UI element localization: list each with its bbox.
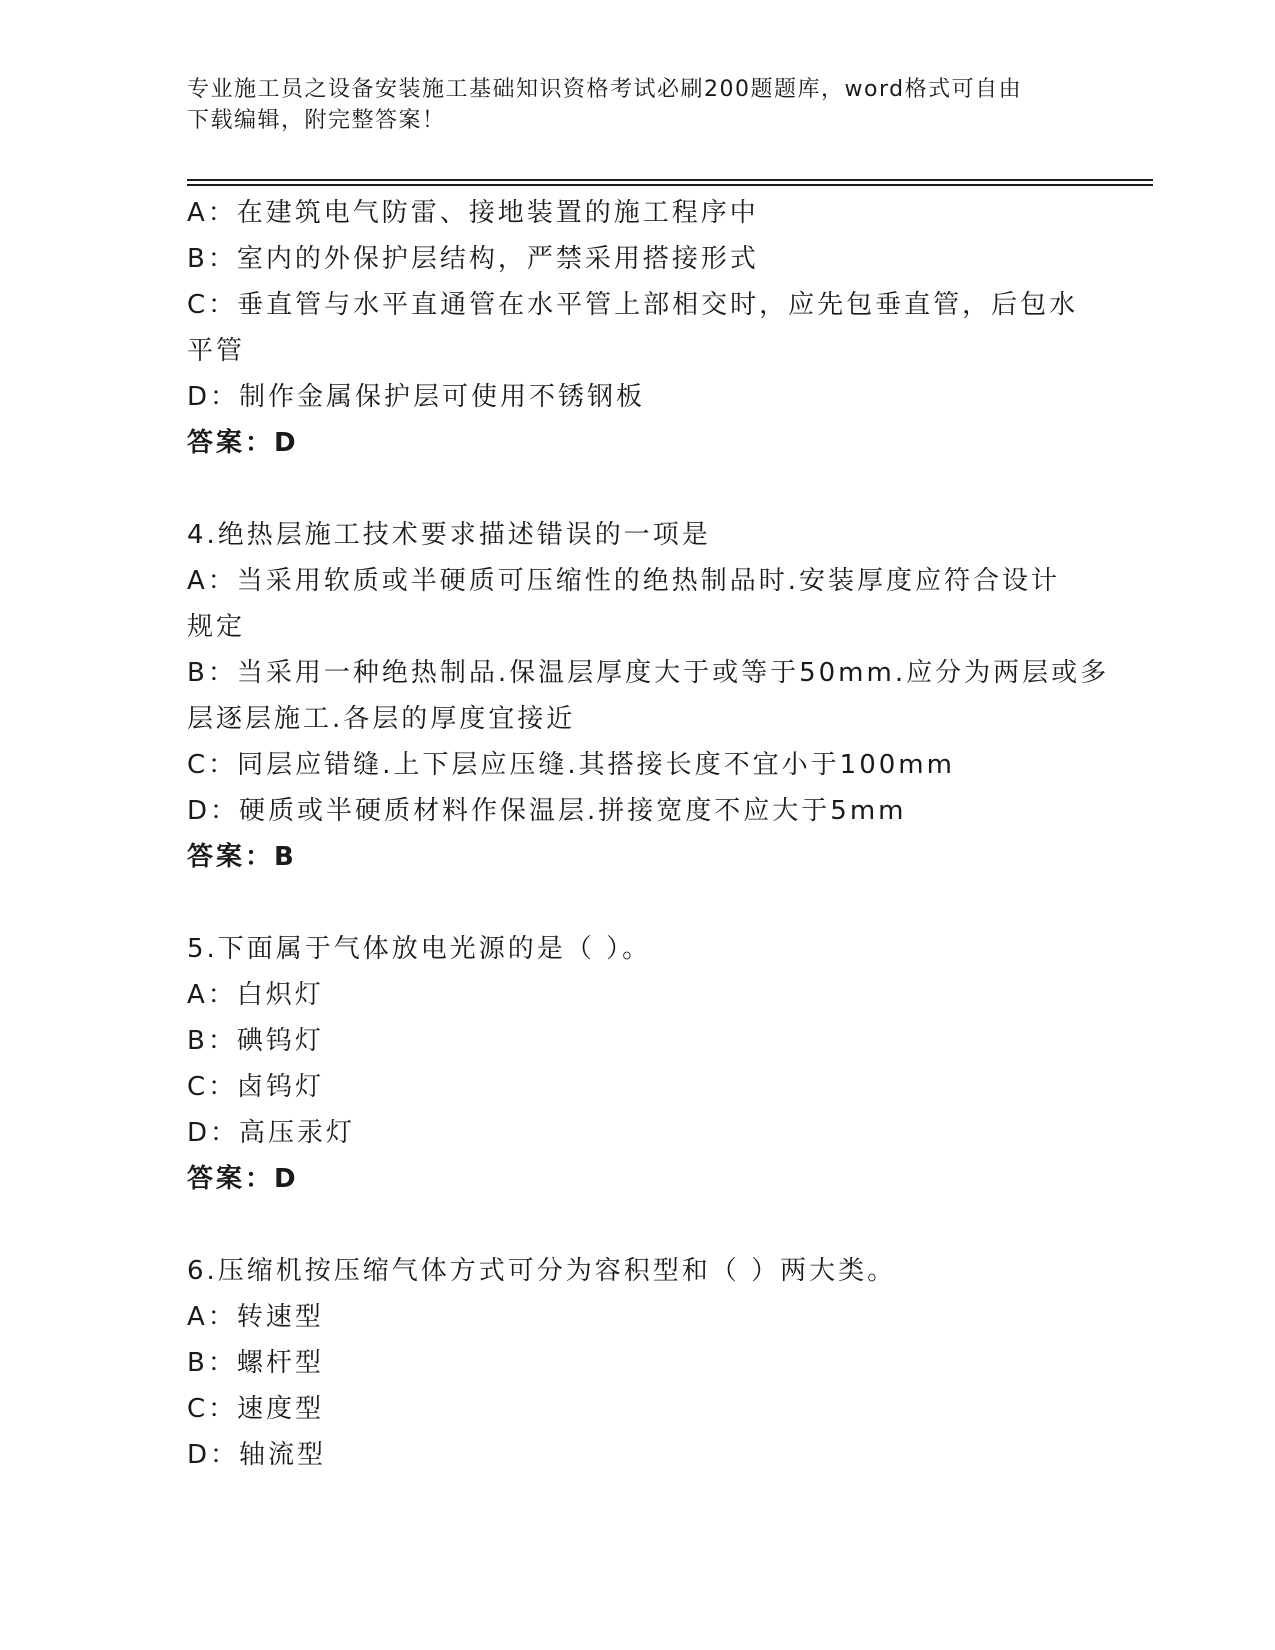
option-c-continued: 平管: [187, 336, 246, 366]
spacer: [187, 1202, 1087, 1248]
option-d: D：制作金属保护层可使用不锈钢板: [187, 382, 646, 412]
option-c: C：垂直管与水平直通管在水平管上部相交时，应先包垂直管，后包水: [187, 290, 1079, 320]
header-line-2: 下载编辑，附完整答案！: [187, 108, 446, 133]
header-line-1: 专业施工员之设备安装施工基础知识资格考试必刷200题题库，word格式可自由: [187, 77, 1023, 102]
answer-line: 答案：D: [187, 1164, 299, 1194]
question-stem: 6.压缩机按压缩气体方式可分为容积型和（ ）两大类。: [187, 1256, 897, 1286]
option-a: A：在建筑电气防雷、接地装置的施工程序中: [187, 198, 759, 228]
option-b: B：碘钨灯: [187, 1026, 324, 1056]
answer-line: 答案：B: [187, 842, 297, 872]
option-c: C：同层应错缝.上下层应压缝.其搭接长度不宜小于100mm: [187, 750, 955, 780]
option-a: A：当采用软质或半硬质可压缩性的绝热制品时.安装厚度应符合设计: [187, 566, 1061, 596]
option-b: B：螺杆型: [187, 1348, 324, 1378]
option-d: D：硬质或半硬质材料作保温层.拼接宽度不应大于5mm: [187, 796, 907, 826]
spacer: [187, 466, 1087, 512]
option-d: D：高压汞灯: [187, 1118, 356, 1148]
question-6-block: [187, 1248, 1087, 1478]
option-d: D：轴流型: [187, 1440, 327, 1470]
option-a: A：白炽灯: [187, 980, 324, 1010]
question-4-block: [187, 512, 1110, 880]
header-divider-top: [187, 179, 1153, 181]
option-b-continued: 层逐层施工.各层的厚度宜接近: [187, 704, 576, 734]
question-3-block: [187, 190, 1087, 466]
option-a-continued: 规定: [187, 612, 246, 642]
option-b: B：当采用一种绝热制品.保温层厚度大于或等于50mm.应分为两层或多: [187, 658, 1110, 688]
question-stem: 5.下面属于气体放电光源的是（ ）。: [187, 934, 652, 964]
option-c: C：速度型: [187, 1394, 325, 1424]
header-divider-bottom: [187, 184, 1153, 186]
document-header: [187, 74, 1087, 136]
option-c: C：卤钨灯: [187, 1072, 325, 1102]
question-stem: 4.绝热层施工技术要求描述错误的一项是: [187, 520, 711, 550]
question-list: [187, 190, 1110, 1478]
option-a: A：转速型: [187, 1302, 324, 1332]
answer-line: 答案：D: [187, 428, 299, 458]
question-5-block: [187, 926, 1087, 1202]
option-b: B：室内的外保护层结构，严禁采用搭接形式: [187, 244, 759, 274]
spacer: [187, 880, 1087, 926]
